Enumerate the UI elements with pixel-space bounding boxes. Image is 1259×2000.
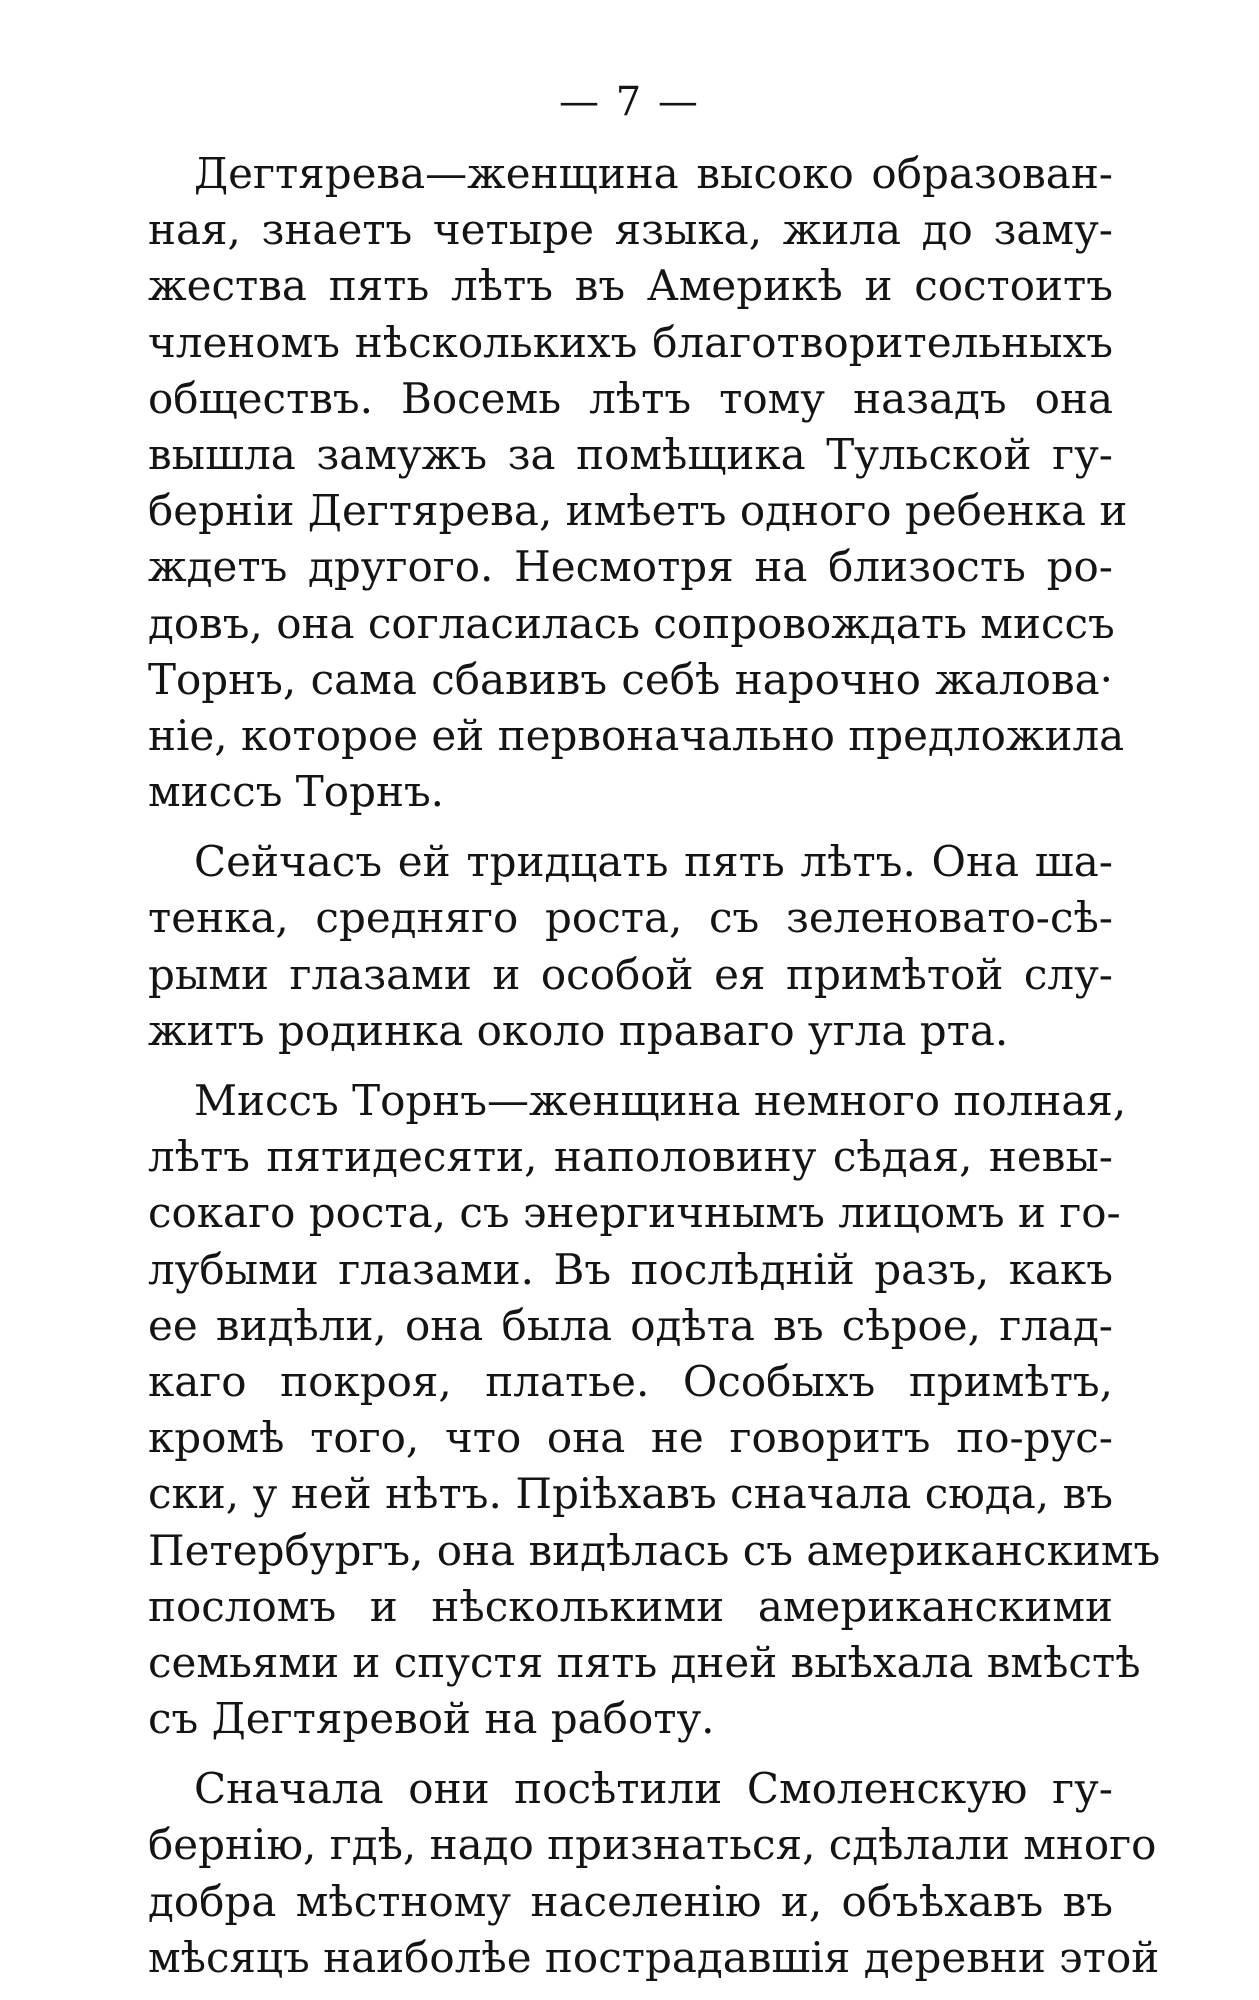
text-line: жества пять лѣтъ въ Америкѣ и состоитъ <box>148 261 1113 311</box>
paragraph-2 <box>148 834 1113 1059</box>
text-line: лѣтъ пятидесяти, наполовину сѣдая, невы- <box>148 1132 1113 1182</box>
text-line: добра мѣстному населенію и, объѣхавъ въ <box>148 1876 1113 1926</box>
text-line: довъ, она согласилась сопровождать миссъ <box>148 598 1115 648</box>
text-line: ждетъ другого. Несмотря на близость ро- <box>148 542 1113 592</box>
text-line: Сначала они посѣтили Смоленскую гу- <box>194 1764 1113 1814</box>
text-line: посломъ и нѣсколькими американскими <box>148 1581 1113 1631</box>
text-line: миссъ Торнъ. <box>148 767 445 817</box>
paragraph-3 <box>148 1073 1161 1747</box>
text-line: рыми глазами и особой ея примѣтой слу- <box>148 949 1113 999</box>
text-line: членомъ нѣсколькихъ благотворительныхъ <box>148 317 1113 367</box>
text-line: Миссъ Торнъ—женщина немного полная, <box>194 1076 1127 1125</box>
text-line: Сейчасъ ей тридцать пять лѣтъ. Она ша- <box>194 837 1113 887</box>
text-line: берніи Дегтярева, имѣетъ одного ребенка и <box>148 486 1128 536</box>
text-line: вышла замужъ за помѣщика Тульской гу- <box>148 429 1113 479</box>
text-line: семьями и спустя пять дней выѣхала вмѣстѣ <box>148 1637 1141 1687</box>
text-line: бернію, гдѣ, надо признаться, сдѣлали много <box>148 1820 1157 1870</box>
text-line: ная, знаетъ четыре языка, жила до заму- <box>148 205 1113 255</box>
page-number: — 7 — <box>559 79 700 125</box>
text-line: Торнъ, сама сбавивъ себѣ нарочно жалова· <box>148 654 1113 704</box>
paragraph-4 <box>148 1761 1160 1986</box>
text-line: житъ родинка около праваго угла рта. <box>148 1005 1009 1055</box>
body-text <box>148 146 1161 2000</box>
text-line: Дегтярева—женщина высоко образован- <box>194 149 1113 198</box>
text-line: кромѣ того, что она не говоритъ по-рус- <box>148 1413 1113 1463</box>
text-line: обществъ. Восемь лѣтъ тому назадъ она <box>148 373 1113 423</box>
text-line: тенка, средняго роста, съ зеленовато-сѣ- <box>148 893 1113 943</box>
text-line: каго покроя, платье. Особыхъ примѣтъ, <box>148 1356 1113 1406</box>
text-line: ніе, которое ей первоначально предложила <box>148 710 1125 760</box>
text-line: съ Дегтяревой на работу. <box>148 1694 715 1744</box>
paragraph-1 <box>148 146 1128 820</box>
text-line: сокаго роста, съ энергичнымъ лицомъ и го- <box>148 1188 1121 1238</box>
text-line: мѣсяцъ наиболѣе пострадавшія деревни этой <box>148 1932 1160 1982</box>
text-line: лубыми глазами. Въ послѣдній разъ, какъ <box>148 1244 1113 1294</box>
text-line: ски, у ней нѣтъ. Пріѣхавъ сначала сюда, въ <box>148 1469 1113 1519</box>
text-line: ее видѣли, она была одѣта въ сѣрое, глад- <box>148 1300 1113 1350</box>
text-line: Петербургъ, она видѣлась съ американскимъ <box>148 1525 1161 1575</box>
